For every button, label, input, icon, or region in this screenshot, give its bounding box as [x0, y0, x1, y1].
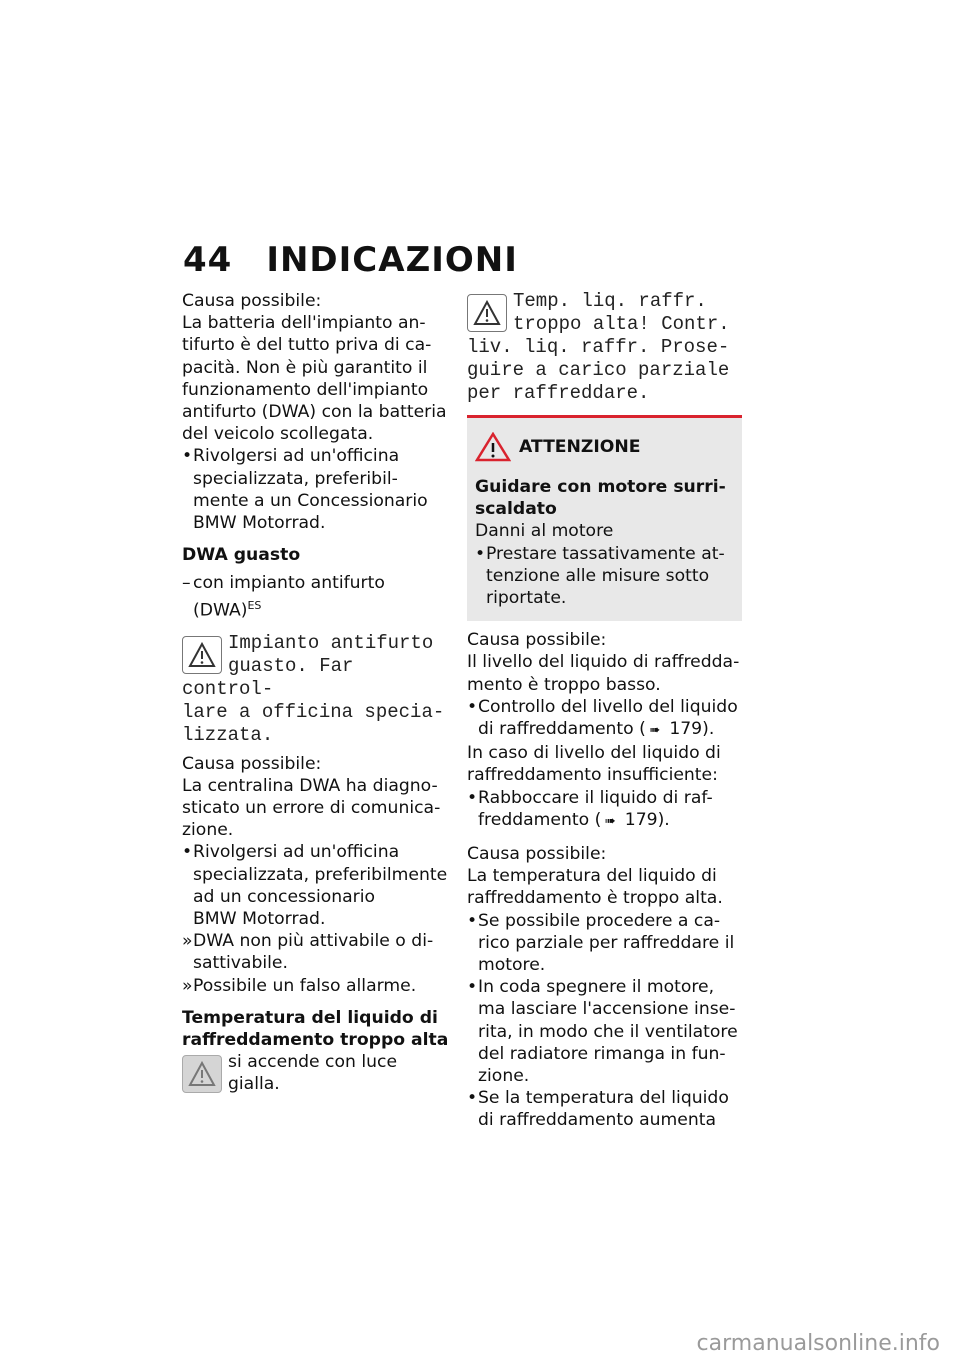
- result-item: » DWA non più attivabile o di- sattivabile.: [182, 931, 434, 974]
- section-title: INDICAZIONI: [266, 240, 518, 280]
- warning-message-coolant: Temp. liq. raffr. troppo alta! Contr. liv. liq. raffr. Prose- guire a carico parziale per raffreddare.: [467, 290, 730, 404]
- warning-triangle-icon: [182, 1055, 222, 1093]
- result-item: » Possibile un falso allarme.: [182, 975, 417, 996]
- attention-box: ATTENZIONE Guidare con motore surri- scaldato Danni al motore • Prestare tassativamente at- tenzione alle misure sotto riportate.: [467, 415, 742, 621]
- list-item: • Rivolgersi ad un'officina specializzata, preferibil- mente a un Concessionario BMW Motorrad.: [182, 446, 428, 534]
- warning-triangle-icon: [475, 432, 511, 462]
- subheading-coolant-temp: Temperatura del liquido di raffreddamento troppo alta: [182, 1007, 449, 1051]
- list-item: • Rabboccare il liquido di raf- freddamento ( ➠ 179).: [467, 787, 742, 833]
- list-item: • Se la temperatura del liquido di raffreddamento aumenta: [467, 1088, 729, 1131]
- condition-item: – con impianto antifurto (DWA)$^{ES}$: [182, 573, 385, 621]
- warning-triangle-icon: [467, 294, 507, 332]
- arrow-right-icon: ➠: [649, 723, 661, 739]
- page-reference[interactable]: 179).: [669, 719, 715, 740]
- subheading-dwa-fault: DWA guasto: [182, 545, 301, 566]
- list-item: • In coda spegnere il motore, ma lasciare l'accensione inse- rita, in modo che il ventilatore del radiatore rimanga in fun- zione.: [467, 977, 738, 1087]
- list-item: • Rivolgersi ad un'officina specializzata, preferibilmente ad un concessionario BMW Motorrad.: [182, 842, 448, 929]
- list-item: • Se possibile procedere a ca- rico parziale per raffreddare il motore.: [467, 910, 735, 976]
- cause-paragraph-4: Causa possibile: La temperatura del liquido di raffreddamento è troppo alta.: [467, 844, 723, 909]
- indicator-coolant-temp: si accende con luce gialla.: [182, 1051, 452, 1095]
- warning-triangle-icon: [182, 636, 222, 674]
- market-code: ES: [247, 598, 262, 612]
- list-item: • Prestare tassativamente at- tenzione alle misure sotto riportate.: [475, 543, 725, 609]
- cause-paragraph-2: Causa possibile: La centralina DWA ha diagno- sticato un errore di comunica- zione.: [182, 753, 441, 841]
- page-number: 44: [183, 240, 233, 280]
- attention-label: ATTENZIONE: [519, 437, 641, 457]
- page-title: [183, 240, 518, 280]
- right-column: Temp. liq. raffr. troppo alta! Contr. liv. liq. raffr. Prose- guire a carico parziale per raffreddare. ATTENZIONE Guidare con motore surri- scaldato Danni al motore • Prestare tassativamente at- tenzione alle misure sotto riportate. Causa possibile: Il livello del liquido di raffredda- mento è troppo basso. • Controllo del livello del liquido di raffreddamento ( ➠ 179). In caso di livello del liquido di raffreddamento insufficiente: • Rabboccare il liquido di raf- freddamento ( ➠ 179). Causa possibile: La temperatura del liquido di raffreddamento è troppo alta. • Se possibile procedere a ca- rico parziale per raffreddare il motore. • In coda spegnere il motore, ma lasciare l'accensione inse- rita, in modo che il ventilatore del radiatore rimanga in fun- zione. • Se la temperatura del liquido di raffreddamento aumenta: [467, 290, 742, 1132]
- warning-message-dwa: Impianto antifurto guasto. Far control- lare a officina specia- lizzata.: [182, 631, 445, 746]
- page-reference[interactable]: 179).: [624, 809, 670, 830]
- watermark[interactable]: carmanualsonline.info: [696, 1331, 940, 1356]
- left-column: [182, 290, 452, 1096]
- attention-heading: Guidare con motore surri- scaldato: [475, 477, 726, 520]
- cause-paragraph-1: Causa possibile: La batteria dell'impianto an- tifurto è del tutto priva di ca- pacità. Non è più garantito il funzionamento dell'impianto antifurto (DWA) con la batteria del veicolo scollegata.: [182, 291, 447, 445]
- arrow-right-icon: ➠: [604, 813, 616, 829]
- list-item: • Controllo del livello del liquido di raffreddamento ( ➠ 179).: [467, 696, 742, 742]
- cause-paragraph-3: Causa possibile: Il livello del liquido di raffredda- mento è troppo basso.: [467, 630, 740, 695]
